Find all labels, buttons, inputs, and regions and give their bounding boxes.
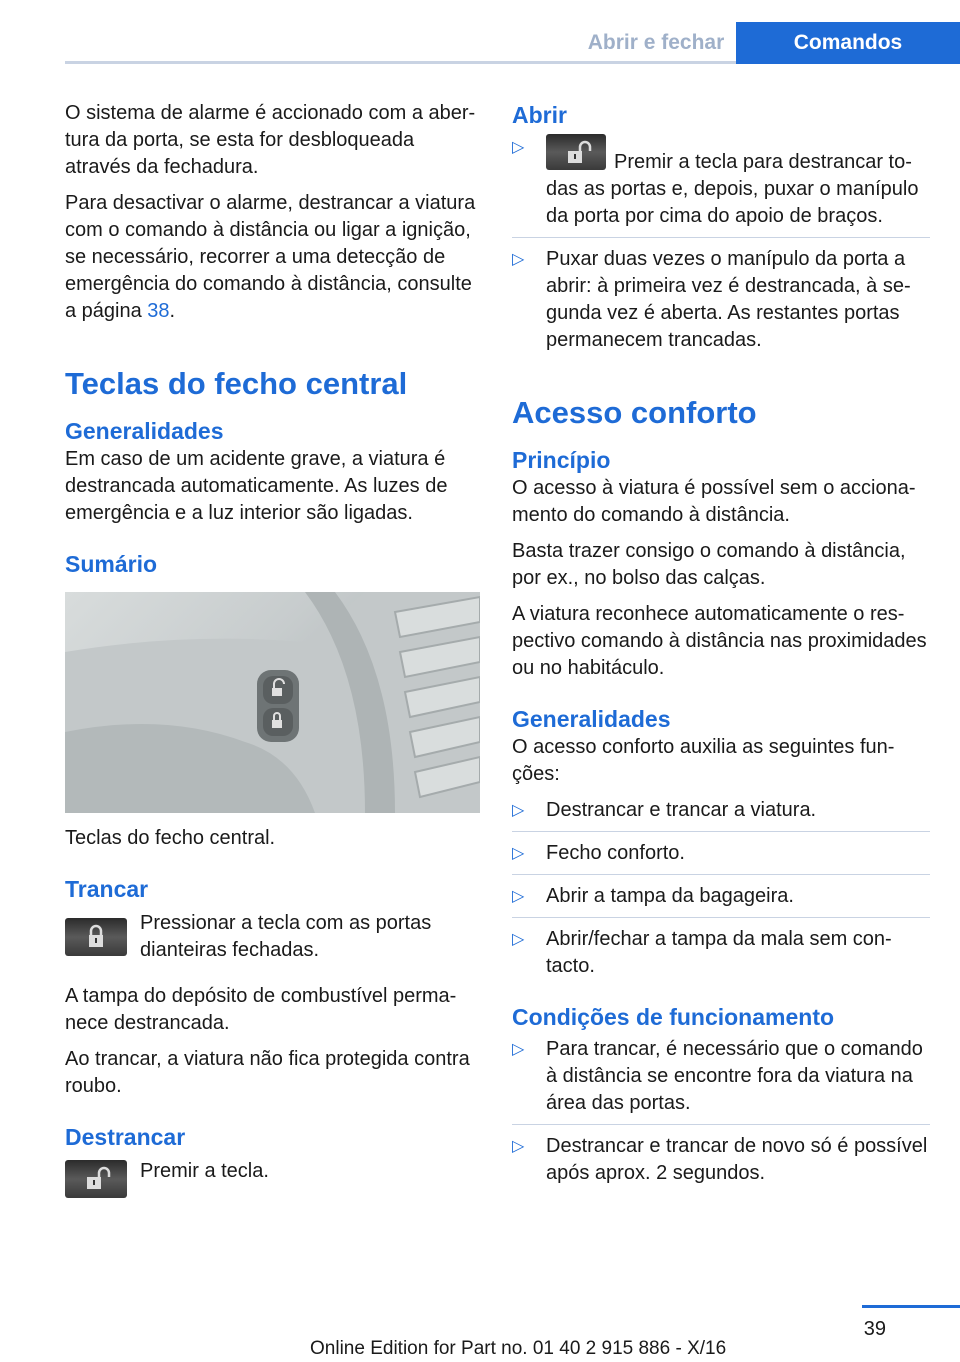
triangle-right-icon: ▷ [512,845,525,862]
principio-paragraph-3: A viatura reconhece automaticamente o respectivo comando à distância nas proximidades ou no habitáculo. [512,603,927,679]
destrancar-text: Premir a tecla. [140,1160,269,1182]
alarm-paragraph-2 [65,190,480,325]
list-item [512,1036,930,1117]
photo-caption: Teclas do fecho central. [65,827,276,849]
door-buttons-photo [65,592,480,813]
list-divider [512,831,930,832]
abrir-item-text: Puxar duas vezes o manípulo da porta a abrir: à primeira vez é destrancada, à segunda vez é aberta. As restantes portas permanecem trancadas. [546,248,911,351]
destrancar-instruction [65,1158,480,1198]
right-column [512,100,930,1187]
function-item-text: Destrancar e trancar a viatura. [546,799,817,821]
lock-closed-icon [65,918,127,956]
heading-acesso-conforto: Acesso conforto [512,395,757,430]
generalidades-paragraph: Em caso de um acidente grave, a viatura é destrancada automaticamente. As luzes de emergência e a luz interior são ligadas. [65,448,448,524]
heading-condicoes: Condições de funcionamento [512,1004,835,1030]
abrir-list [512,134,930,354]
list-divider [512,237,930,238]
door-panel-illustration [65,592,480,813]
lock-open-icon [65,1160,127,1198]
edition-footer: Online Edition for Part no. 01 40 2 915 886 - X/16 [310,1338,727,1359]
chapter-tab[interactable]: Comandos [736,22,960,64]
function-item-text: Fecho conforto. [546,842,685,864]
list-item [512,797,930,824]
condition-item-text: Destrancar e trancar de novo só é possível após aprox. 2 segundos. [546,1135,928,1184]
heading-central-locking: Teclas do fecho central [65,366,408,401]
generalidades-right-paragraph: O acesso conforto auxilia as seguintes funções: [512,736,895,785]
trancar-button-text: Pressionar a tecla com as portas dianteiras fechadas. [140,912,432,961]
footer-rule [862,1305,960,1308]
triangle-right-icon: ▷ [512,888,525,905]
trancar-paragraph-2: Ao trancar, a viatura não fica protegida contra roubo. [65,1048,470,1097]
triangle-right-icon: ▷ [512,802,525,819]
alarm-paragraph-2-text: Para desactivar o alarme, destrancar a viatura com o comando à distância ou ligar a ignição, se necessário, recorrer a uma detecção de emergência do comando à distância, consulte a página [65,192,476,322]
triangle-right-icon: ▷ [512,139,525,156]
page-link-38[interactable]: 38 [147,300,170,322]
list-item [512,883,930,910]
list-divider [512,917,930,918]
heading-trancar: Trancar [65,876,149,902]
heading-sumario: Sumário [65,551,158,577]
heading-generalidades: Generalidades [65,418,224,444]
list-item [512,246,930,354]
abrir-item-text: Premir a tecla para destrancar todas as portas e, depois, puxar o manípulo da porta por cima do apoio de braços. [546,151,919,227]
function-item-text: Abrir/fechar a tampa da mala sem contacto. [546,928,892,977]
alarm-paragraph-1: O sistema de alarme é accionado com a abertura da porta, se esta for desbloqueada através da fechadura. [65,102,476,178]
list-item [512,1133,930,1187]
trancar-instruction [65,910,480,973]
lock-open-icon [546,134,606,170]
heading-destrancar: Destrancar [65,1124,186,1150]
function-item-text: Abrir a tampa da bagageira. [546,885,794,907]
page-number: 39 [863,1318,886,1340]
conditions-list [512,1036,930,1187]
list-divider [512,874,930,875]
list-divider [512,1124,930,1125]
principio-paragraph-1: O acesso à viatura é possível sem o accionamento do comando à distância. [512,477,916,526]
alarm-paragraph-2-end: . [169,300,176,322]
triangle-right-icon: ▷ [512,251,525,268]
heading-principio: Princípio [512,447,611,473]
triangle-right-icon: ▷ [512,931,525,948]
heading-abrir: Abrir [512,102,567,128]
left-column [65,100,480,1198]
triangle-right-icon: ▷ [512,1138,525,1155]
list-item [512,926,930,980]
functions-list [512,797,930,980]
heading-generalidades-right: Generalidades [512,706,671,732]
trancar-paragraph-1: A tampa do depósito de combustível permanece destrancada. [65,985,457,1034]
triangle-right-icon: ▷ [512,1041,525,1058]
list-item [512,134,930,230]
section-tab[interactable]: Abrir e fechar [587,31,725,54]
list-item [512,840,930,867]
condition-item-text: Para trancar, é necessário que o comando à distância se encontre fora da viatura na área das portas. [546,1038,923,1114]
principio-paragraph-2: Basta trazer consigo o comando à distância, por ex., no bolso das calças. [512,540,906,589]
